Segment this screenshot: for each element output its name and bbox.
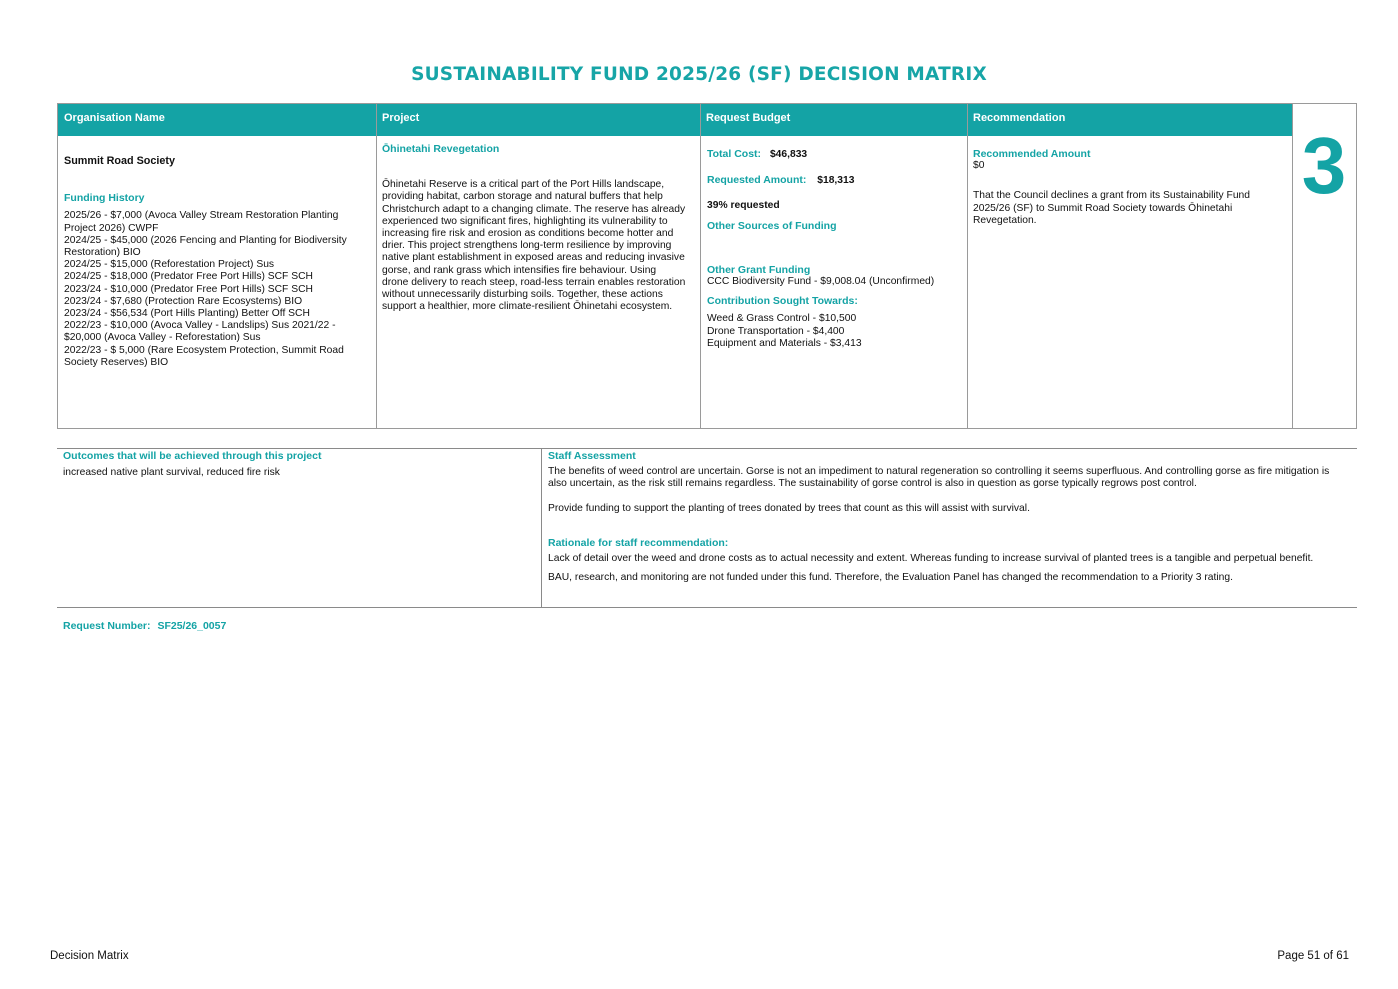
project-description-line: increasing fire risk and erosion as conditions become hotter and [382, 228, 674, 240]
staff-assessment-line: The benefits of weed control are uncertain. Gorse is not an impediment to natural regeneration so controlling it seems superfluous. And controlling gorse as fire mitigation is [548, 466, 1330, 478]
column-divider [376, 104, 377, 428]
page-title: SUSTAINABILITY FUND 2025/26 (SF) DECISION MATRIX [411, 64, 987, 85]
requested-amount-value: $18,313 [817, 175, 855, 187]
column-divider [967, 104, 968, 428]
outcomes-label: Outcomes that will be achieved through this project [63, 450, 322, 462]
header-request-budget: Request Budget [700, 104, 967, 136]
section-divider [57, 607, 1357, 608]
funding-history-item: Restoration) BIO [64, 247, 141, 259]
staff-assessment-label: Staff Assessment [548, 450, 636, 462]
other-grant-value: CCC Biodiversity Fund - $9,008.04 (Unconfirmed) [707, 276, 935, 288]
outcomes-section [63, 450, 533, 479]
funding-history-list [64, 210, 372, 369]
funding-history-item: 2023/24 - $56,534 (Port Hills Planting) Better Off SCH [64, 308, 310, 320]
project-description-line: experienced two significant fires, highlighting its vulnerability to [382, 215, 668, 227]
project-description-line: providing habitat, carbon storage and natural buffers that help [382, 191, 663, 203]
column-divider [700, 104, 701, 428]
total-cost-label: Total Cost: [707, 148, 762, 160]
recommended-amount-label: Recommended Amount [973, 148, 1091, 160]
funding-history-label: Funding History [64, 192, 145, 205]
funding-history-item: 2022/23 - $10,000 (Avoca Valley - Landslips) Sus 2021/22 - [64, 320, 336, 332]
project-description-line: drier. This project strengthens long-term resilience by improving [382, 240, 672, 252]
funding-history-item: $20,000 (Avoca Valley - Reforestation) Sus [64, 332, 261, 344]
other-sources-label: Other Sources of Funding [707, 219, 837, 232]
column-divider [541, 449, 542, 607]
rationale-paragraph-2: BAU, research, and monitoring are not funded under this fund. Therefore, the Evaluation Panel has changed the recommendation to a Priority 3 rating. [548, 572, 1233, 584]
requested-amount-row [707, 174, 963, 187]
budget-cell [707, 136, 963, 350]
funding-history-item: Society Reserves) BIO [64, 356, 169, 368]
project-description-line: drone delivery to reach steep, road-less terrain enables restoration [382, 276, 686, 288]
funding-history-item: 2024/25 - $18,000 (Predator Free Port Hills) SCF SCH [64, 271, 313, 283]
request-number [63, 620, 226, 632]
funding-history-item: 2024/25 - $45,000 (2026 Fencing and Planting for Biodiversity [64, 234, 347, 246]
staff-assessment-section [548, 450, 1354, 584]
staff-assessment-paragraph [548, 466, 1354, 490]
footer-document-title: Decision Matrix [50, 950, 129, 962]
priority-rating: 3 [1301, 121, 1347, 210]
project-description-line: Christchurch adapt to a changing climate. The reserve has already [382, 203, 686, 215]
contribution-label: Contribution Sought Towards: [707, 295, 858, 308]
header-project: Project [376, 104, 700, 136]
header-organisation: Organisation Name [58, 104, 376, 136]
organisation-name: Summit Road Society [64, 155, 175, 167]
rationale-paragraph-1: Lack of detail over the weed and drone costs as to actual necessity and extent. Whereas funding to increase survival of planted trees is a tangible and perpetual benefit. [548, 553, 1314, 565]
contribution-item: Drone Transportation - $4,400 [707, 325, 845, 337]
funding-history-item: 2023/24 - $7,680 (Protection Rare Ecosystems) BIO [64, 295, 303, 307]
project-cell [382, 136, 696, 313]
contribution-item: Equipment and Materials - $3,413 [707, 337, 862, 349]
request-number-label: Request Number: [63, 620, 151, 632]
recommendation-text-line: Revegetation. [973, 214, 1037, 226]
project-description-line: native plant establishment in exposed areas and reducing invasive [382, 252, 685, 264]
percent-requested: 39% requested [707, 200, 780, 212]
requested-amount-label: Requested Amount: [707, 174, 807, 187]
project-description-line: gorse, and rank grass which intensifies fire behaviour. Using [382, 264, 657, 276]
staff-assessment-line: also uncertain, as the risk still remains regardless. The sustainability of gorse control is also in question as gorse typically regrows post control. [548, 478, 1197, 490]
contribution-item: Weed & Grass Control - $10,500 [707, 313, 857, 325]
request-number-value: SF25/26_0057 [157, 620, 227, 632]
outcomes-text: increased native plant survival, reduced fire risk [63, 467, 280, 479]
footer-page-number: Page 51 of 61 [1277, 950, 1349, 962]
header-recommendation: Recommendation [967, 104, 1292, 136]
recommended-amount-value: $0 [973, 160, 985, 172]
funding-history-item: 2024/25 - $15,000 (Reforestation Project) Sus [64, 259, 275, 271]
organisation-cell [64, 136, 372, 369]
total-cost-value: $46,833 [769, 149, 808, 160]
funding-history-item: 2025/26 - $7,000 (Avoca Valley Stream Restoration Planting [64, 210, 339, 222]
recommendation-text [973, 190, 1288, 227]
total-cost-row [707, 148, 963, 161]
decision-matrix-table [57, 103, 1357, 429]
project-description-line: without unnecessarily disturbing soils. Together, these actions [382, 289, 663, 301]
section-divider [57, 448, 1357, 449]
funding-history-item: 2022/23 - $ 5,000 (Rare Ecosystem Protection, Summit Road [64, 344, 344, 356]
recommendation-text-line: 2025/26 (SF) to Summit Road Society towards Ōhinetahi [973, 202, 1233, 214]
project-name: Ōhinetahi Revegetation [382, 143, 500, 155]
funding-history-item: 2023/24 - $10,000 (Predator Free Port Hills) SCF SCH [64, 283, 313, 295]
recommendation-cell [973, 136, 1288, 227]
funding-history-item: Project 2026) CWPF [64, 222, 159, 234]
staff-assessment-paragraph-2: Provide funding to support the planting of trees donated by trees that count as this will assist with survival. [548, 502, 1030, 514]
other-grant-label: Other Grant Funding [707, 263, 811, 276]
project-description-line: support a healthier, more climate-resilient Ōhinetahi ecosystem. [382, 301, 673, 313]
project-description [382, 179, 696, 313]
project-description-line: Ōhinetahi Reserve is a critical part of the Port Hills landscape, [382, 179, 665, 191]
contribution-list [707, 313, 963, 350]
rationale-label: Rationale for staff recommendation: [548, 536, 729, 549]
recommendation-text-line: That the Council declines a grant from its Sustainability Fund [973, 190, 1251, 202]
